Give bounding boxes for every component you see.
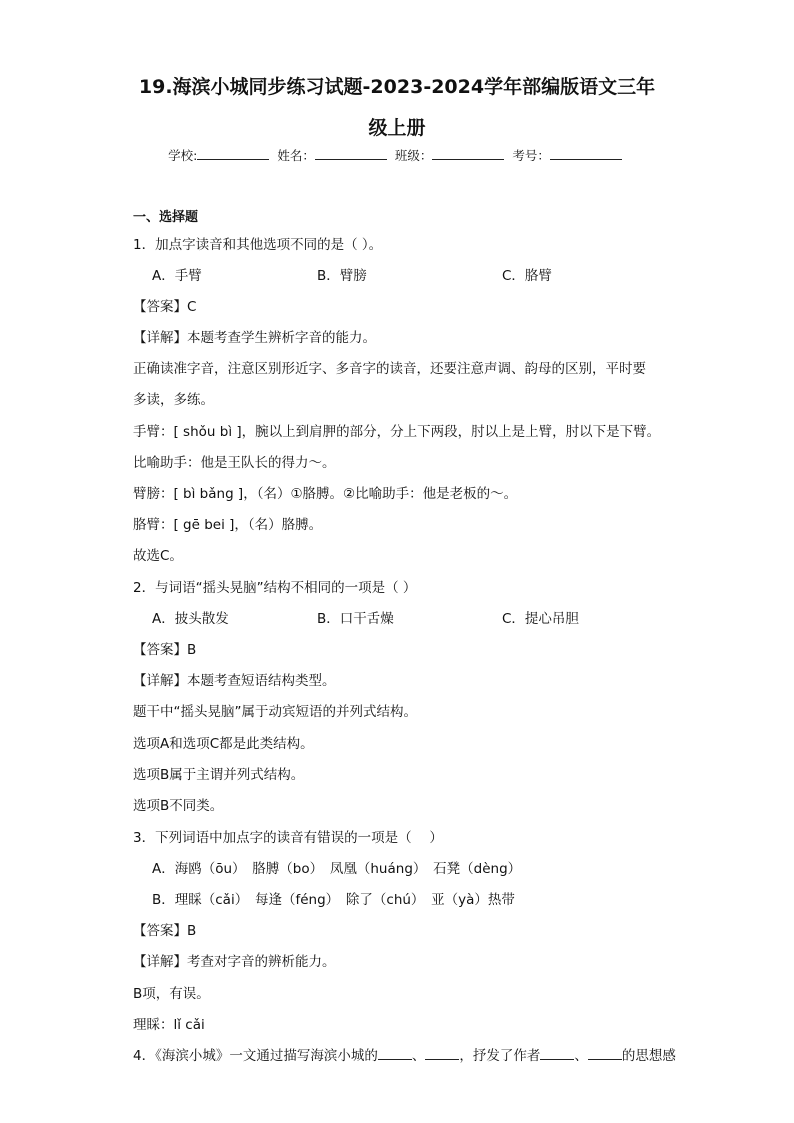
question-1-answer: 【答案】C — [133, 299, 197, 315]
class-blank[interactable] — [432, 147, 504, 160]
question-1-detail-line: 【详解】本题考查学生辨析字音的能力。 — [133, 330, 376, 346]
question-4-text-part: 4．《海滨小城》一文通过描写海滨小城的 — [133, 1048, 378, 1064]
answer-blank[interactable] — [378, 1047, 412, 1060]
question-2-answer: 【答案】B — [133, 642, 197, 658]
school-blank[interactable] — [197, 147, 269, 160]
question-3-option-a: A．海鸥（ōu） 胳膊（bo） 凤凰（huáng） 石凳（dèng） — [152, 861, 522, 877]
question-1-option-a: A．手臂 — [152, 268, 202, 284]
name-blank[interactable] — [315, 147, 387, 160]
school-label: 学校: — [168, 148, 198, 163]
question-2-option-b: B．口干舌燥 — [317, 611, 394, 627]
answer-blank[interactable] — [588, 1047, 622, 1060]
question-3-detail-line: 【详解】考查对字音的辨析能力。 — [133, 954, 336, 970]
question-4-text-part: 的思想感 — [621, 1048, 676, 1064]
question-1-detail-line: 手臂：[ shǒu bì ]，腕以上到肩胛的部分，分上下两段，肘以上是上臂，肘以下是下臂。 — [133, 424, 661, 440]
question-1-detail-line: 多读，多练。 — [133, 392, 214, 408]
question-2-detail-line: 【详解】本题考查短语结构类型。 — [133, 673, 336, 689]
answer-blank[interactable] — [540, 1047, 574, 1060]
class-label: 班级： — [394, 148, 433, 163]
question-1-detail-line: 故选C。 — [133, 548, 183, 564]
question-1-detail-line: 臂膀：[ bì bǎng ]，（名）①胳膊。②比喻助手：他是老板的～。 — [133, 486, 518, 502]
section-heading: 一、选择题 — [133, 210, 199, 225]
question-3-answer: 【答案】B — [133, 923, 197, 939]
question-2-detail-line: 题干中“摇头晃脑”属于动宾短语的并列式结构。 — [133, 704, 417, 720]
question-3-option-b: B．理睬（cǎi） 每逢（féng） 除了（chú） 亚（yà）热带 — [152, 892, 515, 908]
question-1-option-b: B．臂膀 — [317, 268, 367, 284]
question-3-stem: 3．下列词语中加点字的读音有错误的一项是（ ） — [133, 830, 443, 846]
question-1-detail-line: 比喻助手：他是王队长的得力～。 — [133, 455, 336, 471]
question-2-detail-line: 选项B不同类。 — [133, 798, 224, 814]
document-title-line1: 19.海滨小城同步练习试题-2023-2024学年部编版语文三年 — [138, 76, 656, 98]
question-1-option-c: C．胳臂 — [502, 268, 552, 284]
question-3-detail-line: B项，有误。 — [133, 986, 210, 1002]
question-3-detail-line: 理睬：lǐ cǎi — [133, 1017, 205, 1033]
question-4-text-part: ，抒发了作者 — [459, 1048, 541, 1064]
exam-number-blank[interactable] — [550, 147, 622, 160]
exam-number-label: 考号： — [512, 148, 550, 163]
question-4-separator: 、 — [574, 1048, 588, 1064]
question-2-option-c: C．提心吊胆 — [502, 611, 579, 627]
name-label: 姓名： — [277, 148, 315, 163]
question-4-separator: 、 — [411, 1048, 426, 1064]
question-4-stem — [133, 1044, 676, 1064]
document-title-line2: 级上册 — [368, 117, 426, 139]
answer-blank[interactable] — [425, 1047, 459, 1060]
question-1-detail-line: 胳臂：[ gē bei ]，（名）胳膊。 — [133, 517, 323, 533]
question-2-detail-line: 选项A和选项C都是此类结构。 — [133, 736, 314, 752]
question-2-option-a: A．披头散发 — [152, 611, 229, 627]
question-2-stem: 2．与词语“摇头晃脑”结构不相同的一项是（ ） — [133, 580, 417, 596]
question-1-stem: 1．加点字读音和其他选项不同的是（ ）。 — [133, 237, 383, 253]
question-1-detail-line: 正确读准字音，注意区别形近字、多音字的读音，还要注意声调、韵母的区别，平时要 — [133, 361, 646, 377]
question-2-detail-line: 选项B属于主谓并列式结构。 — [133, 767, 305, 783]
student-info-row — [0, 146, 794, 164]
